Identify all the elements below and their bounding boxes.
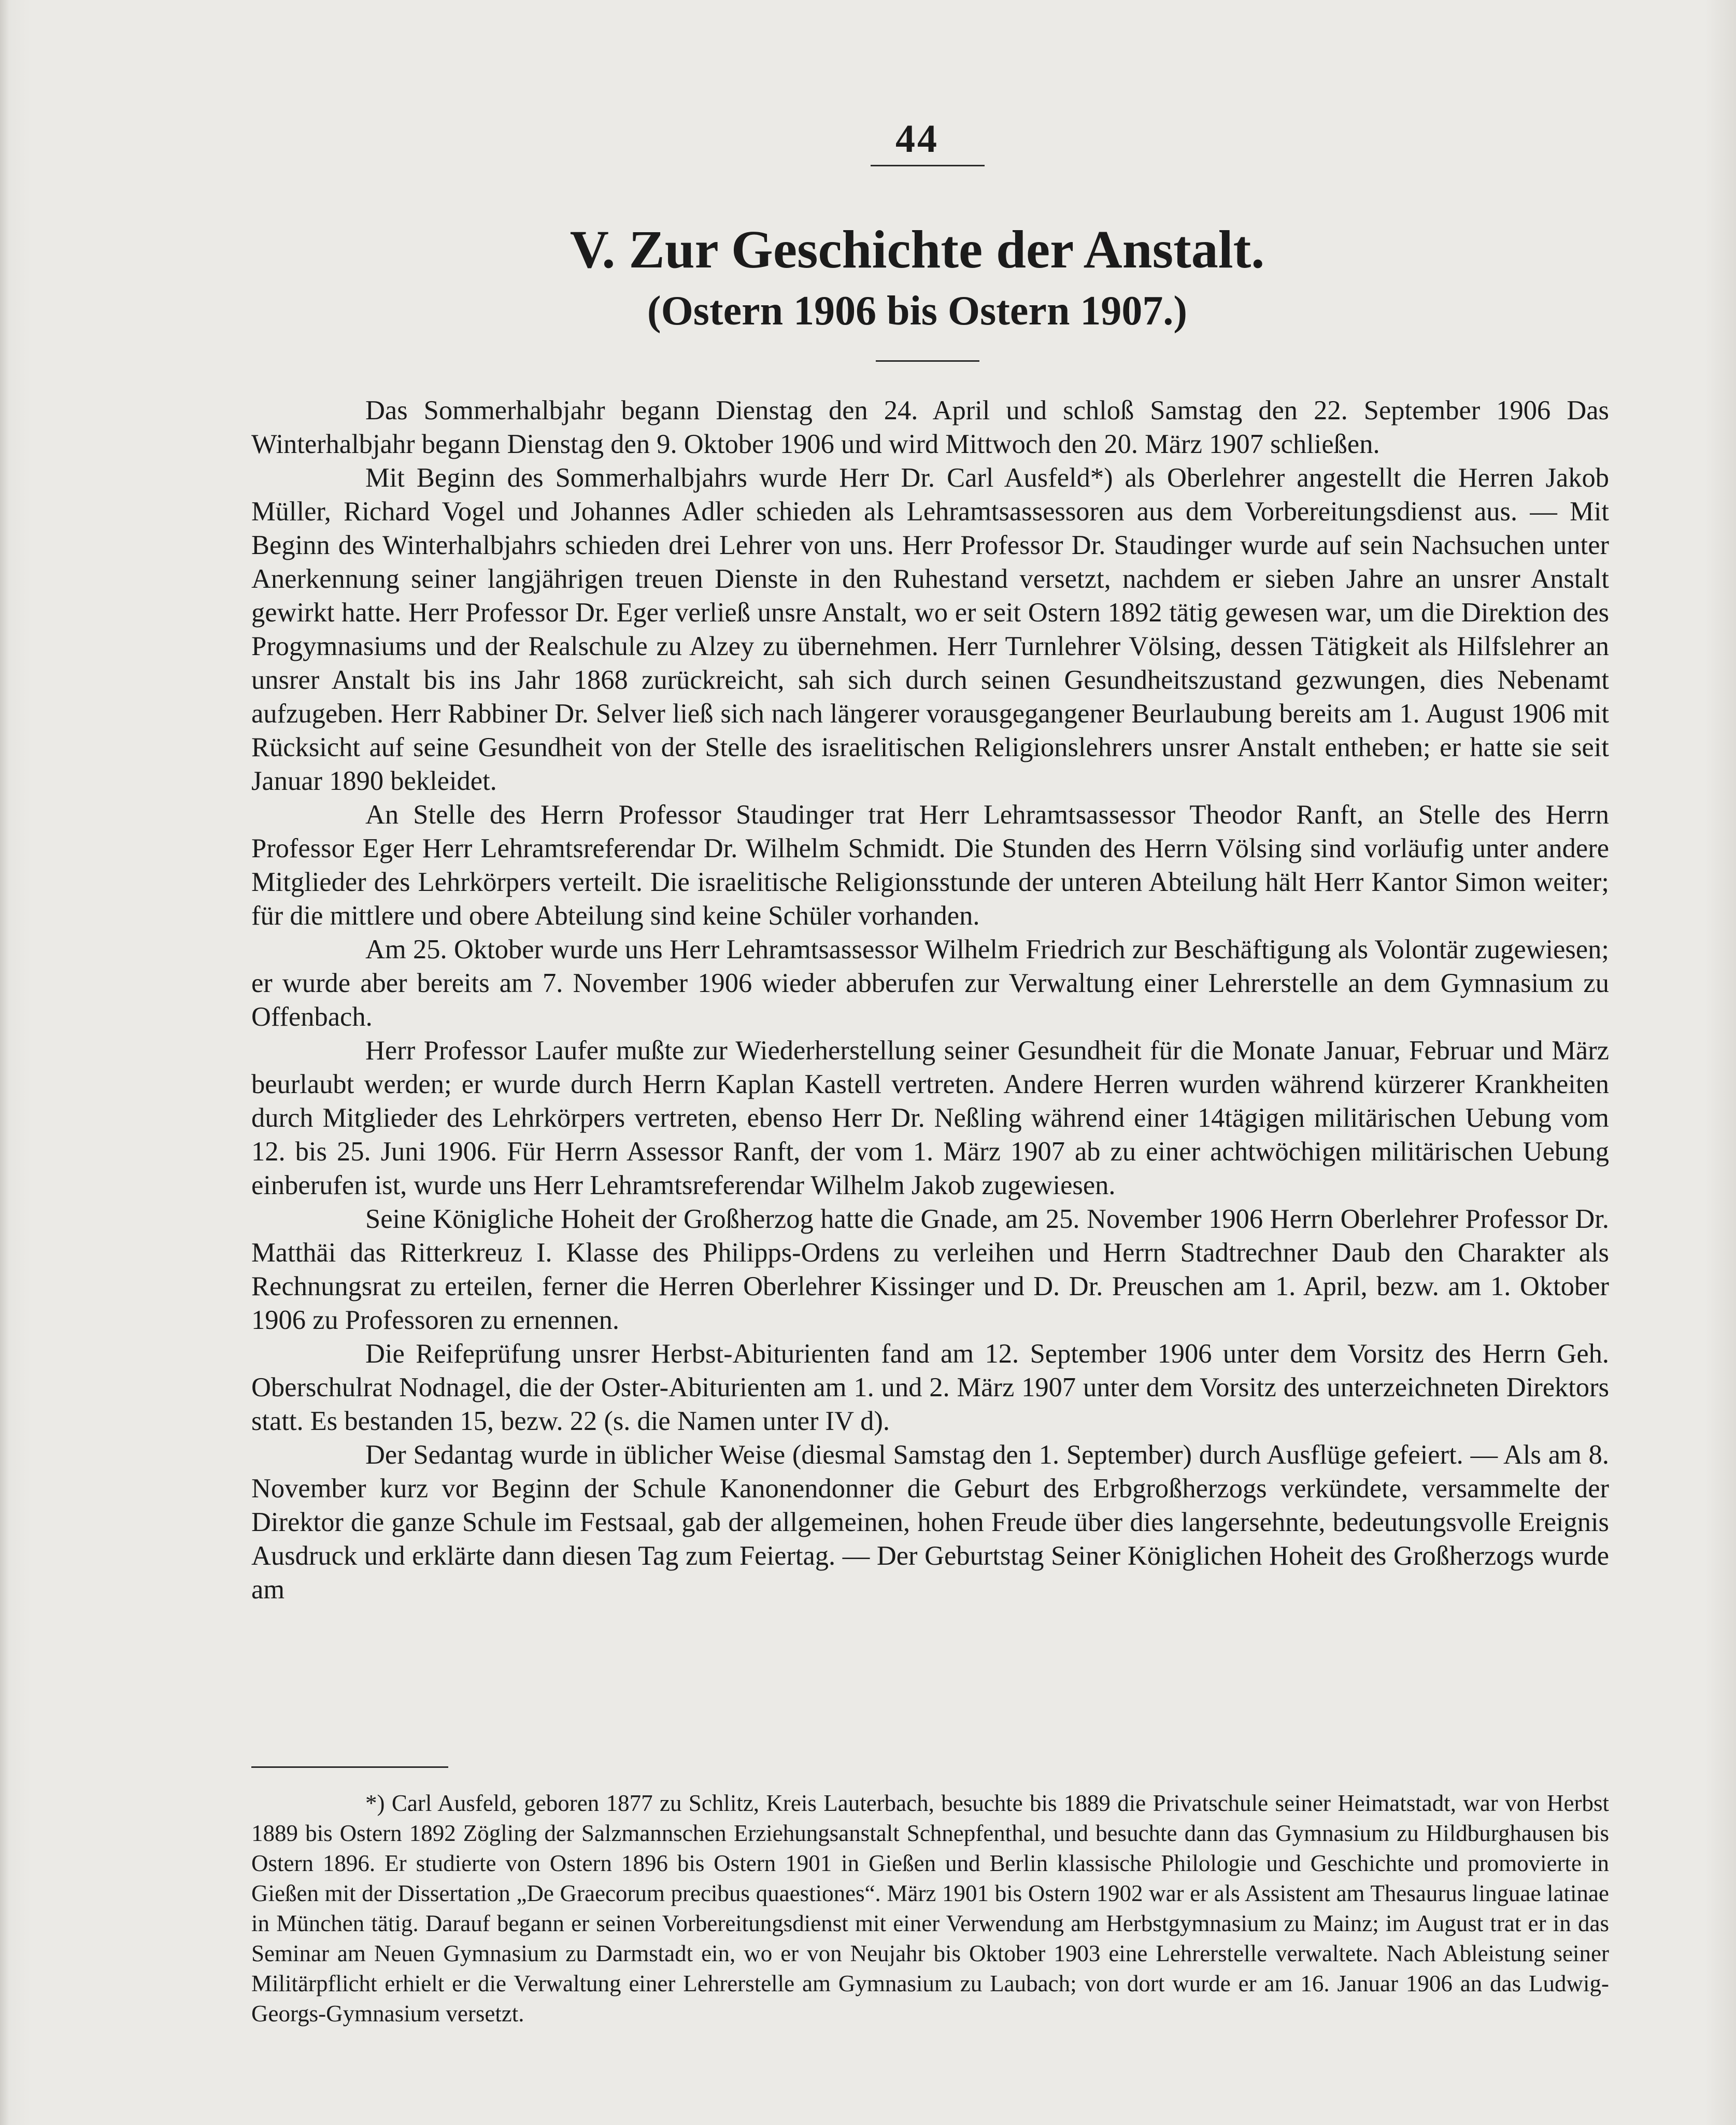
paragraph-4: Am 25. Oktober wurde uns Herr Lehramtsassessor Wilhelm Friedrich zur Beschäftigung als Volontär zugewiesen; er wurde aber bereits am 7. November 1906 wieder abberufen zur Verwaltung einer Lehrerstelle an dem Gymnasium zu Offenbach.: [251, 934, 1609, 1032]
page-number: 44: [895, 117, 939, 161]
footnote-text: *) Carl Ausfeld, geboren 1877 zu Schlitz, Kreis Lauterbach, besuchte bis 1889 die Privatschule seiner Heimatstadt, war von Herbst 1889 bis Ostern 1892 Zögling der Salzmannschen Erziehungsanstalt Schnepfenthal, und besuchte dann das Gymnasium zu Hildburghausen bis Ostern 1896. Er studierte von Ostern 1896 bis Ostern 1901 in Gießen und Berlin klassische Philologie und Geschichte und promovierte in Gießen mit der Dissertation „De Graecorum precibus quaestiones“. März 1901 bis Ostern 1902 war er als Assistent am Thesaurus linguae latinae in München tätig. Darauf begann er seinen Vorbereitungsdienst mit einer Verwendung am Herbstgymnasium zu Mainz; im August trat er in das Seminar am Neuen Gymnasium zu Darmstadt ein, wo er von Neujahr bis Oktober 1903 eine Lehrerstelle verwaltete. Nach Ableistung seiner Militärpflicht erhielt er die Verwaltung einer Lehrerstelle am Gymnasium zu Laubach; von dort wurde er am 16. Januar 1906 an das Ludwig-Georgs-Gymnasium versetzt.: [251, 1790, 1609, 2027]
paragraph-1: Das Sommerhalbjahr begann Dienstag den 24. April und schloß Samstag den 22. September 1906 Das Winterhalbjahr begann Dienstag den 9. Oktober 1906 und wird Mittwoch den 20. März 1907 schließen.: [251, 395, 1609, 459]
footnote-rule: [251, 1766, 448, 1768]
paragraph-8: Der Sedantag wurde in üblicher Weise (diesmal Samstag den 1. September) durch Ausflüge gefeiert. — Als am 8. November kurz vor Beginn der Schule Kanonendonner die Geburt des Erbgroßherzogs verkündete, versammelte der Direktor die ganze Schule im Festsaal, gab der allgemeinen, hohen Freude über dies langersehnte, bedeutungsvolle Ereignis Ausdruck und erklärte dann diesen Tag zum Feiertag. — Der Geburtstag Seiner Königlichen Hoheit des Großherzogs wurde am: [251, 1440, 1609, 1605]
paragraph-7: Die Reifeprüfung unsrer Herbst-Abiturienten fand am 12. September 1906 unter dem Vorsitz des Herrn Geh. Oberschulrat Nodnagel, die der Oster-Abiturienten am 1. und 2. März 1907 unter dem Vorsitz des unterzeichneten Direktors statt. Es bestanden 15, bezw. 22 (s. die Namen unter IV d).: [251, 1339, 1609, 1436]
header-rule: [871, 165, 985, 166]
chapter-subtitle: (Ostern 1906 bis Ostern 1907.): [647, 288, 1188, 334]
document-page: [223, 104, 1612, 2073]
body-text: [251, 394, 1609, 1607]
paragraph-6: Seine Königliche Hoheit der Großherzog hatte die Gnade, am 25. November 1906 Herrn Oberlehrer Professor Dr. Matthäi das Ritterkreuz I. Klasse des Philipps-Ordens zu verleihen und Herrn Stadtrechner Daub den Charakter als Rechnungsrat zu erteilen, ferner die Herren Oberlehrer Kissinger und D. Dr. Preuschen am 1. April, bezw. am 1. Oktober 1906 zu Professoren zu ernennen.: [251, 1204, 1609, 1335]
paragraph-5: Herr Professor Laufer mußte zur Wiederherstellung seiner Gesundheit für die Monate Januar, Februar und März beurlaubt werden; er wurde durch Herrn Kaplan Kastell vertreten. Andere Herren wurden während kürzerer Krankheiten durch Mitglieder des Lehrkörpers vertreten, ebenso Herr Dr. Neßling während einer 14tägigen militärischen Uebung vom 12. bis 25. Juni 1906. Für Herrn Assessor Ranft, der vom 1. März 1907 ab zu einer achtwöchigen militärischen Uebung einberufen ist, wurde uns Herr Lehramtsreferendar Wilhelm Jakob zugewiesen.: [251, 1036, 1609, 1200]
footnote: [251, 1788, 1609, 2029]
title-rule: [876, 360, 979, 362]
chapter-title: V. Zur Geschichte der Anstalt.: [570, 220, 1265, 279]
paragraph-3: An Stelle des Herrn Professor Staudinger trat Herr Lehramtsassessor Theodor Ranft, an Stelle des Herrn Professor Eger Herr Lehramtsreferendar Dr. Wilhelm Schmidt. Die Stunden des Herrn Völsing sind vorläufig unter andere Mitglieder des Lehrkörpers verteilt. Die israelitische Religionsstunde der unteren Abteilung hält Herr Kantor Simon weiter; für die mittlere und obere Abteilung sind keine Schüler vorhanden.: [251, 800, 1609, 931]
paragraph-2: Mit Beginn des Sommerhalbjahrs wurde Herr Dr. Carl Ausfeld*) als Oberlehrer angestellt die Herren Jakob Müller, Richard Vogel und Johannes Adler schieden als Lehramtsassessoren aus dem Vorbereitungsdienst aus. — Mit Beginn des Winterhalbjahrs schieden drei Lehrer von uns. Herr Professor Dr. Staudinger wurde auf sein Nachsuchen unter Anerkennung seiner langjährigen treuen Dienste in den Ruhestand versetzt, nachdem er sieben Jahre an unsrer Anstalt gewirkt hatte. Herr Professor Dr. Eger verließ unsre Anstalt, wo er seit Ostern 1892 tätig gewesen war, um die Direktion des Progymnasiums und der Realschule zu Alzey zu übernehmen. Herr Turnlehrer Völsing, dessen Tätigkeit als Hilfslehrer an unsrer Anstalt bis ins Jahr 1868 zurückreicht, sah sich durch seinen Gesundheitszustand gezwungen, dies Nebenamt aufzugeben. Herr Rabbiner Dr. Selver ließ sich nach längerer vorausgegangener Beurlaubung bereits am 1. August 1906 mit Rücksicht auf seine Gesundheit von der Stelle des israelitischen Religionslehrers unsrer Anstalt entheben; er hatte sie seit Januar 1890 bekleidet.: [251, 463, 1609, 796]
